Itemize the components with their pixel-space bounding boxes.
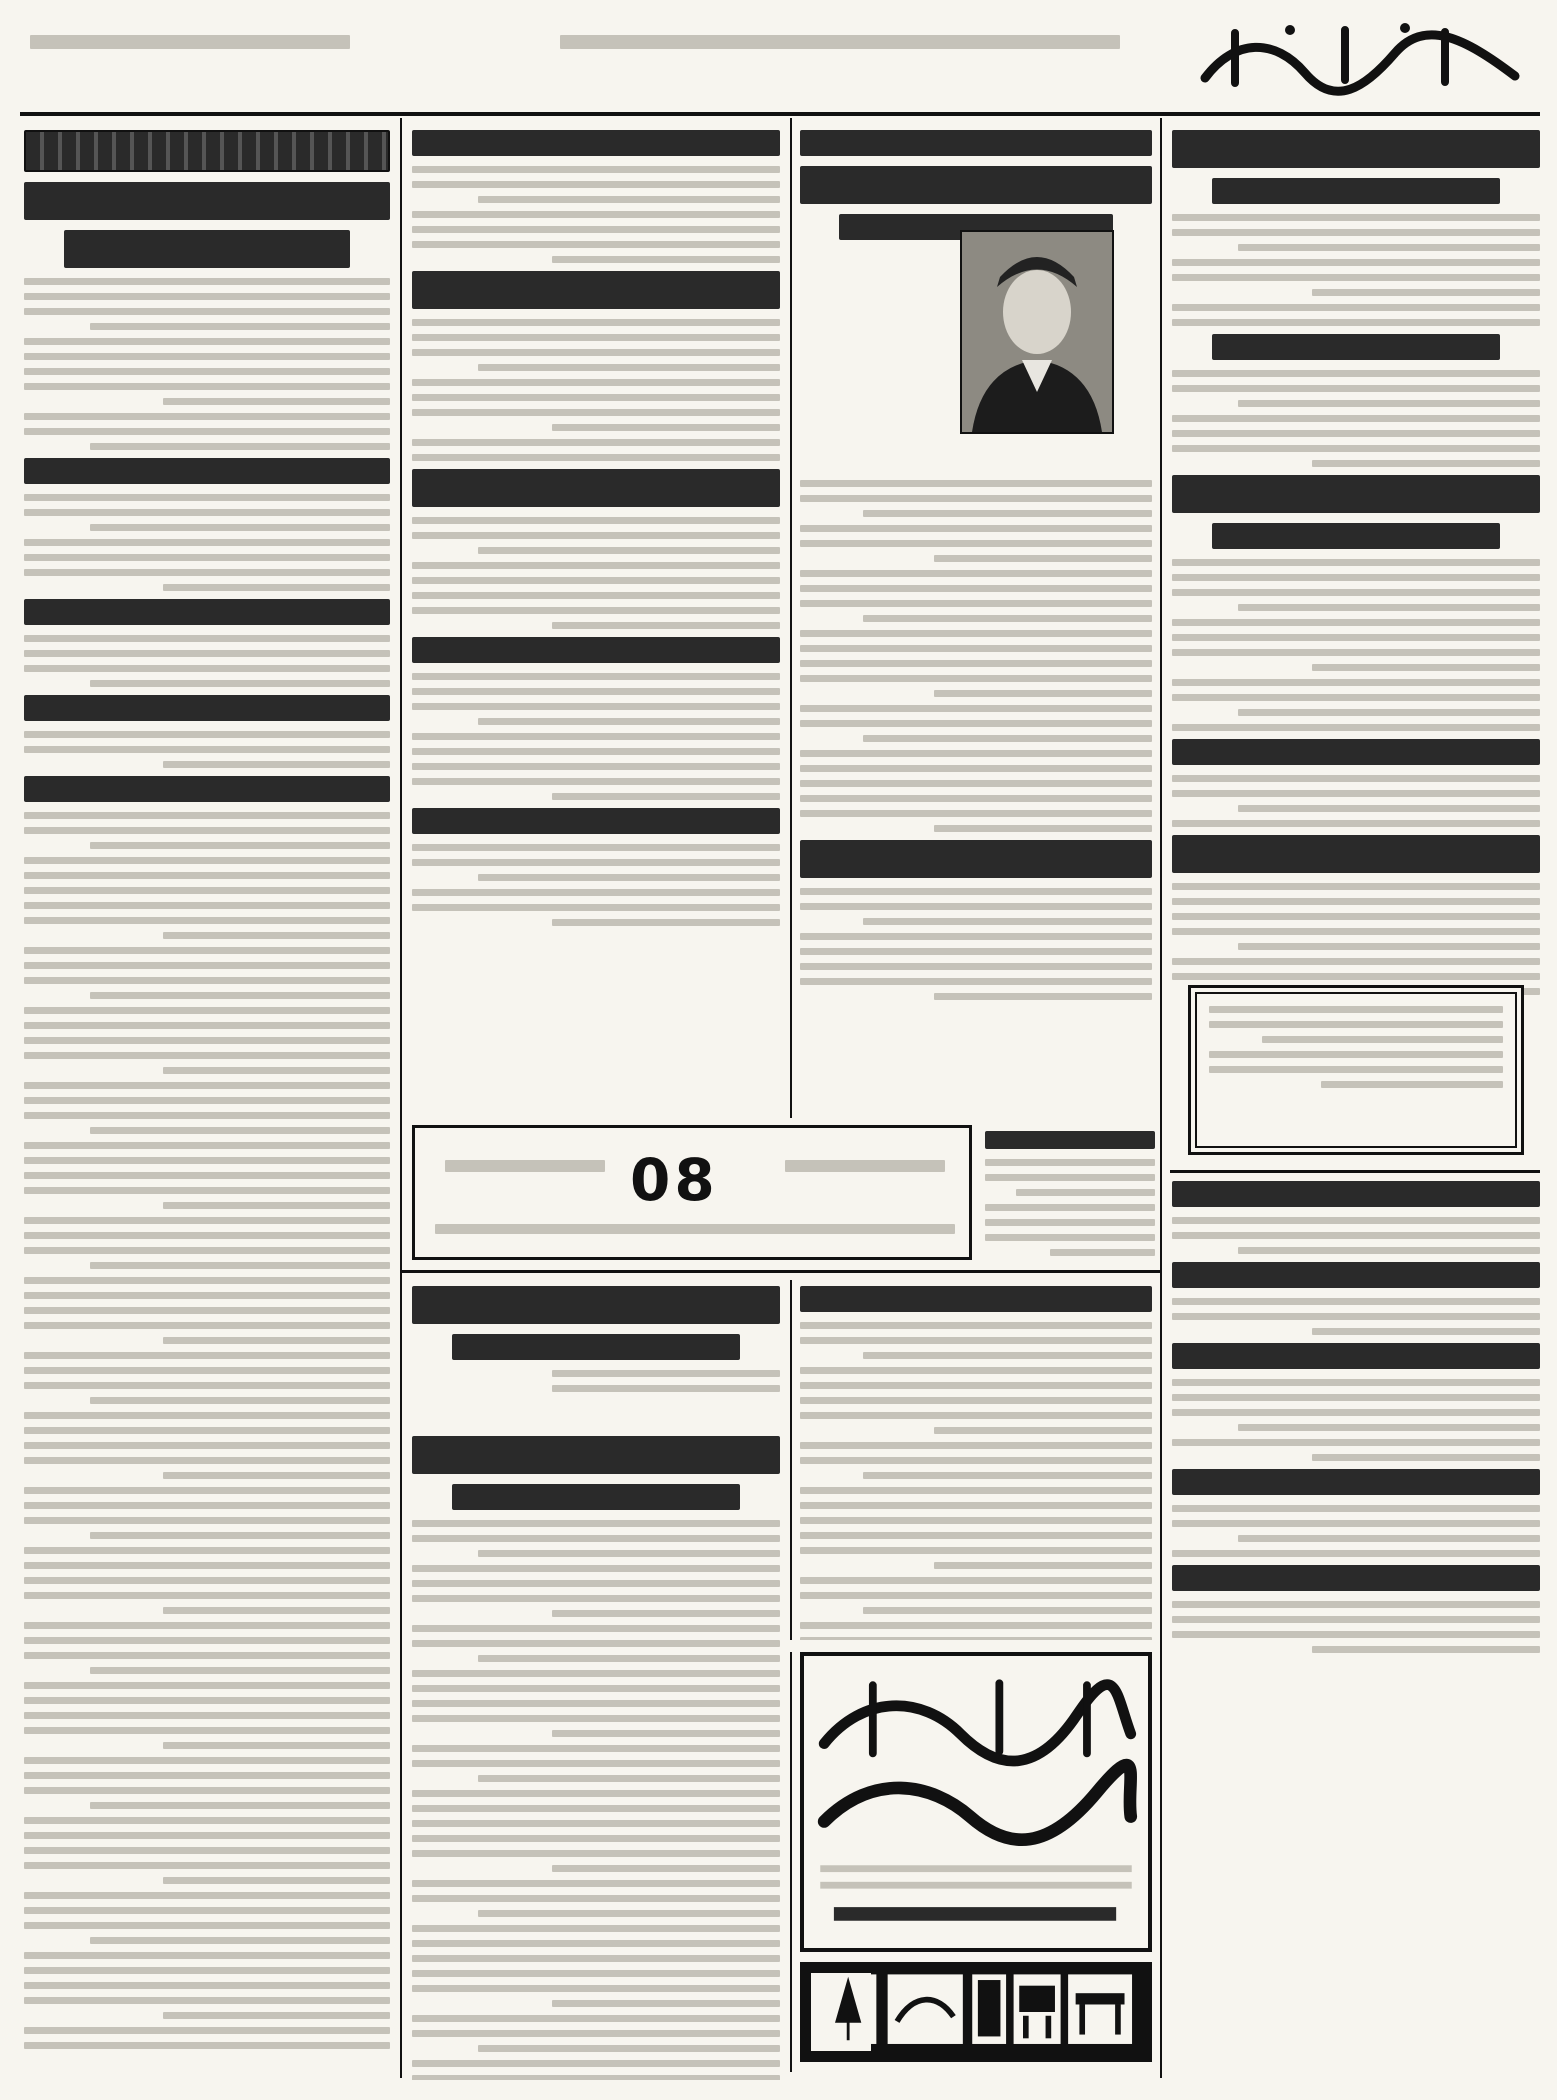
headline-bar [800, 166, 1152, 204]
headline-bar [1172, 1565, 1540, 1591]
headline-bar [800, 130, 1152, 156]
newspaper-nameplate [1180, 10, 1540, 106]
headline-bar [24, 776, 390, 802]
headline-bar [1172, 1262, 1540, 1288]
block-child-winners [800, 1280, 1152, 1640]
headline-bar [800, 840, 1152, 878]
subheadline-bar [1212, 523, 1499, 549]
headline-bar [1172, 130, 1540, 168]
complaint-number: 08 [630, 1146, 719, 1214]
headline-bar [800, 1286, 1152, 1312]
complaint-box [412, 1125, 972, 1260]
headline-bar [412, 808, 780, 834]
column-rule [790, 1280, 792, 1640]
headline-bar [1172, 739, 1540, 765]
headline-bar [1172, 1343, 1540, 1369]
headline-bar [24, 599, 390, 625]
issue-date-line [560, 22, 1120, 62]
column-rule [400, 118, 402, 2078]
advertisement-logo-strip [800, 1962, 1152, 2062]
column-center-right-mid [985, 1125, 1155, 1260]
headline-bar [412, 271, 780, 309]
column-left [24, 124, 390, 2074]
headline-bar [24, 130, 390, 172]
block-park-ad [412, 1280, 780, 1420]
column-rule [790, 1652, 792, 2072]
issue-year-number-line [30, 22, 350, 62]
subheadline-bar [452, 1484, 739, 1510]
headline-bar [985, 1131, 1155, 1149]
headline-bar [412, 637, 780, 663]
headline-bar [1172, 835, 1540, 873]
headline-bar [24, 182, 390, 220]
headline-bar [1172, 1469, 1540, 1495]
column-center [412, 124, 780, 1114]
display-advertisement [800, 1652, 1152, 1952]
headline-bar [412, 469, 780, 507]
headline-bar [1172, 475, 1540, 513]
section-rule [1170, 1170, 1540, 1173]
headline-bar [64, 230, 349, 268]
section-rule [402, 1270, 1160, 1273]
column-rule [1160, 118, 1162, 2078]
headline-bar [412, 1286, 780, 1324]
headline-bar [24, 695, 390, 721]
column-rule [790, 118, 792, 1118]
portrait-photo-icon [960, 230, 1114, 434]
masthead-rule [20, 112, 1540, 116]
furniture-logo-icon [803, 1965, 1149, 2059]
column-right-lower [1172, 1175, 1540, 1875]
subheadline-bar [1212, 178, 1499, 204]
nameplate-lettering-icon [1195, 18, 1525, 98]
block-oil-company [412, 1430, 780, 2080]
headline-bar [1172, 1181, 1540, 1207]
headline-bar [412, 130, 780, 156]
boxed-notice [1188, 985, 1524, 1155]
headline-bar [24, 458, 390, 484]
subheadline-bar [1212, 334, 1499, 360]
subheadline-bar [452, 1334, 739, 1360]
headline-bar [412, 1436, 780, 1474]
advertisement-calligraphy-icon [804, 1656, 1148, 1948]
